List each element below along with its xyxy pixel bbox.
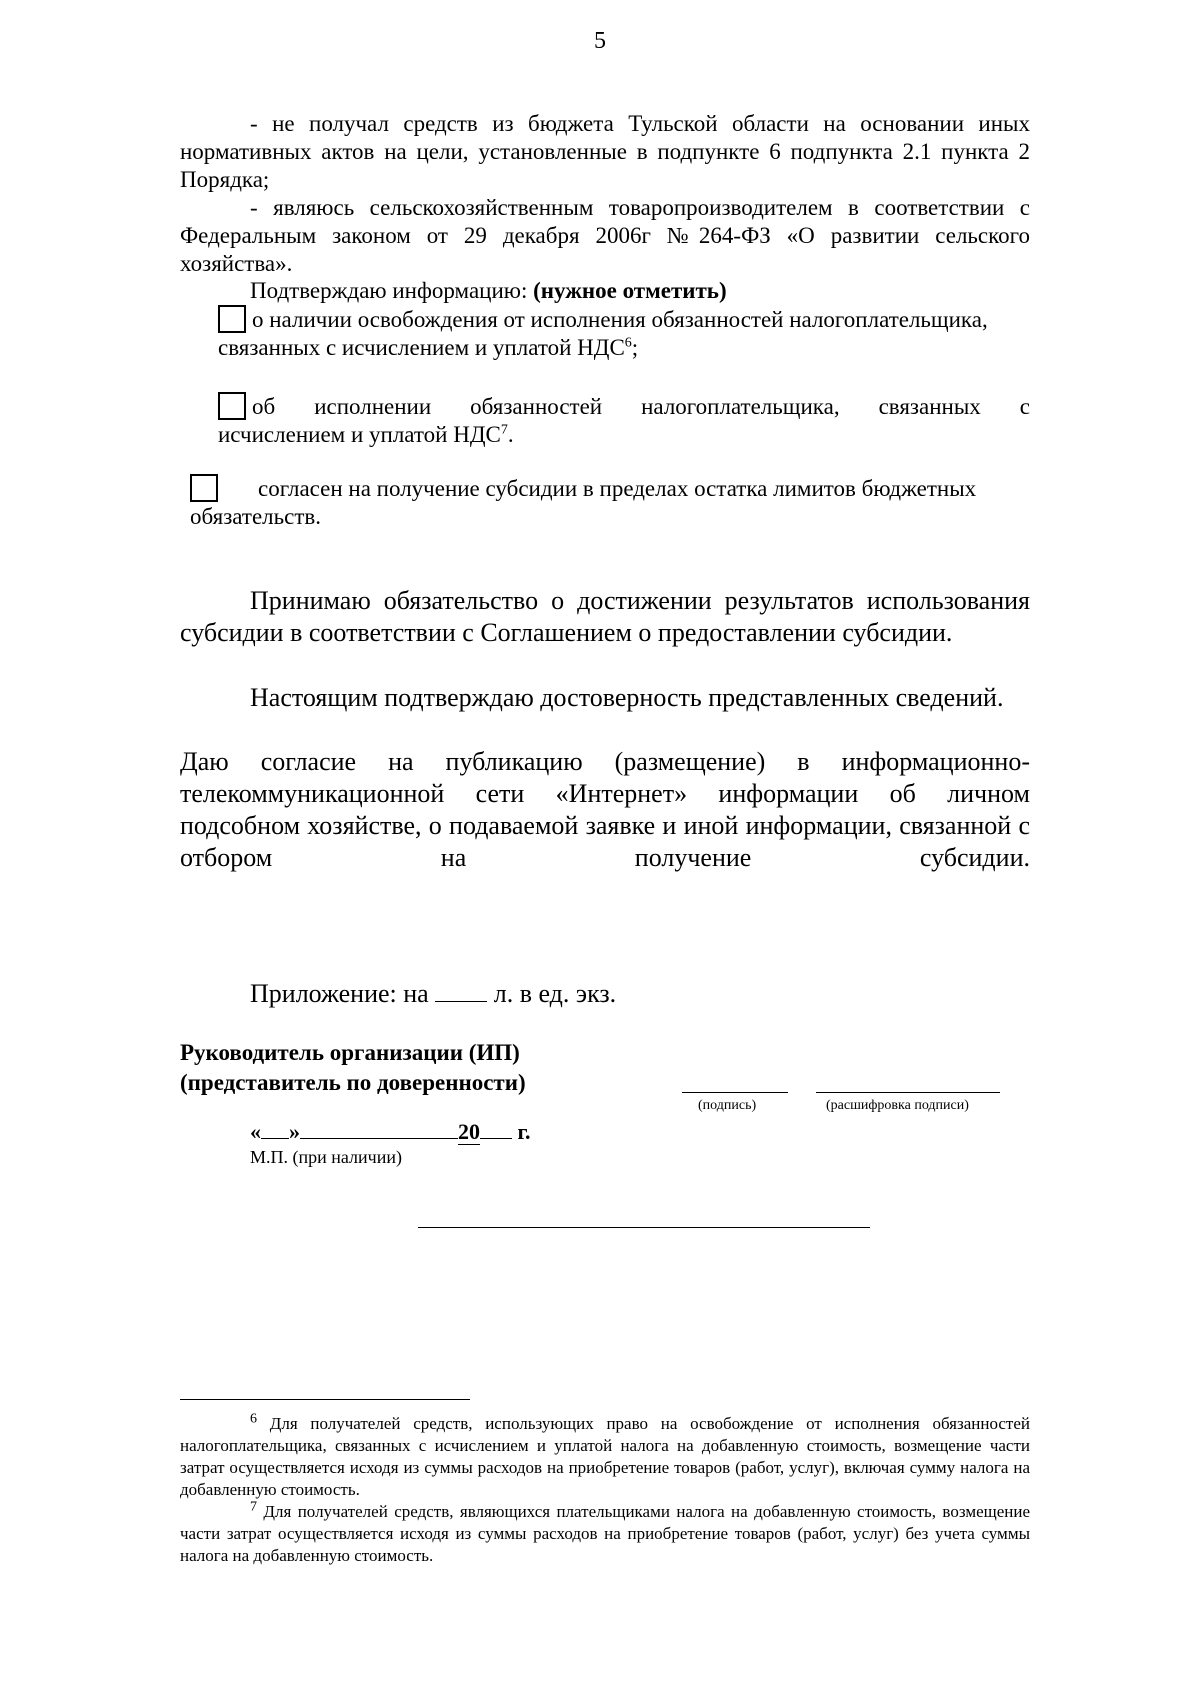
checkbox-budget-limits-consent[interactable] <box>190 474 218 502</box>
confirm-note: (нужное отметить) <box>533 278 727 303</box>
appendix-line <box>250 978 616 1010</box>
date-month-blank[interactable] <box>300 1120 458 1139</box>
confirm-intro: Подтверждаю информацию: <box>250 278 534 303</box>
paragraph-agricultural-producer: - являюсь сельскохозяйственным товаропроизводителем в соответствии с Федеральным законом от 29 декабря 2006г №264-ФЗ «О развитии сельского хозяйства». <box>180 195 1030 276</box>
footnotes <box>180 1413 1030 1567</box>
signature-decode-label: (расшифровка подписи) <box>826 1098 969 1113</box>
appendix-sheets-blank[interactable] <box>435 979 487 1002</box>
paragraph-obligation: Принимаю обязательство о достижении результатов использования субсидии в соответствии с Соглашением о предоставлении субсидии. <box>180 586 1030 647</box>
footnote-6-number: 6 <box>250 1411 257 1427</box>
date-open-quote: « <box>250 1119 261 1144</box>
paragraph-publication-consent: Даю согласие на публикацию (размещение) в информационно-телекоммуникационной сети «Интернет» информации об личном подсобном хозяйстве, о подаваемой заявке и иной информации, связанной с отбором на получение субсидии. <box>180 747 1030 872</box>
footnote-6-text: Для получателей средств, использующих право на освобождение от исполнения обязанностей налогоплательщика, связанных с исчислением и уплатой налога на добавленную стоимость, возмещение части затрат осуществляется исходя из суммы расходов на приобретение товаров (работ, услуг), включая сумму налога на добавленную стоимость. <box>180 1414 1030 1499</box>
footnote-ref-7: 7 <box>500 422 508 438</box>
confirm-info-line <box>250 277 727 305</box>
signature-label: (подпись) <box>698 1098 757 1113</box>
date-year-prefix: 20 <box>458 1119 480 1144</box>
page-number: 5 <box>594 28 606 54</box>
checkbox-vat-exemption-label: о наличии освобождения от исполнения обязанностей налогоплательщика, <box>252 307 988 332</box>
checkbox-vat-exemption[interactable] <box>218 305 246 333</box>
date-line <box>250 1118 531 1146</box>
appendix-prefix: Приложение: на <box>250 979 429 1008</box>
appendix-suffix: л. в ед. экз. <box>493 979 617 1008</box>
date-day-blank[interactable] <box>261 1120 289 1139</box>
checkbox-budget-limits-consent-label: согласен на получение субсидии в пределах остатка лимитов бюджетных <box>258 476 977 501</box>
checkbox-vat-exemption-label-end: ; <box>631 335 639 360</box>
checkbox-budget-limits-consent-label-line2: обязательств. <box>190 504 322 529</box>
footnote-7-number: 7 <box>250 1499 257 1515</box>
checkbox-vat-obligations-label-cont: исчислением и уплатой НДС <box>218 422 501 447</box>
checkbox-vat-obligations-label-end: . <box>507 422 514 447</box>
paragraph-no-budget-funds: - не получал средств из бюджета Тульской области на основании иных нормативных актов на цели, установленные в подпункте 6 подпункта 2.1 пункта 2 Порядка; <box>180 111 1030 192</box>
section-divider <box>418 1227 870 1228</box>
paragraph-accuracy: Настоящим подтверждаю достоверность представленных сведений. <box>250 683 1004 712</box>
signature-decode-line[interactable] <box>816 1092 1000 1093</box>
head-subtitle: (представитель по доверенности) <box>180 1070 526 1095</box>
date-year-blank[interactable] <box>480 1120 512 1139</box>
signature-line[interactable] <box>682 1092 788 1093</box>
footnote-separator <box>180 1399 470 1400</box>
footnote-7 <box>180 1501 1030 1567</box>
footnote-ref-6: 6 <box>624 335 632 351</box>
footnote-6 <box>180 1413 1030 1501</box>
head-title: Руководитель организации (ИП) <box>180 1040 520 1065</box>
date-close-quote: » <box>289 1119 300 1144</box>
checkbox-vat-exemption-label-line2 <box>218 334 638 362</box>
footnote-7-text: Для получателей средств, являющихся плательщиками налога на добавленную стоимость, возмещение части затрат осуществляется исходя из суммы расходов на приобретение товаров (работ, услуг) без учета суммы налога на добавленную стоимость. <box>180 1502 1031 1565</box>
checkbox-vat-obligations-label: об исполнении обязанностей налогоплательщика, связанных с <box>252 394 1030 419</box>
checkbox-vat-exemption-label-cont: связанных с исчислением и уплатой НДС <box>218 335 625 360</box>
checkbox-vat-obligations-label-line2 <box>218 421 514 449</box>
stamp-label: М.П. (при наличии) <box>250 1147 402 1167</box>
date-suffix: г. <box>517 1119 531 1144</box>
checkbox-vat-obligations[interactable] <box>218 392 246 420</box>
